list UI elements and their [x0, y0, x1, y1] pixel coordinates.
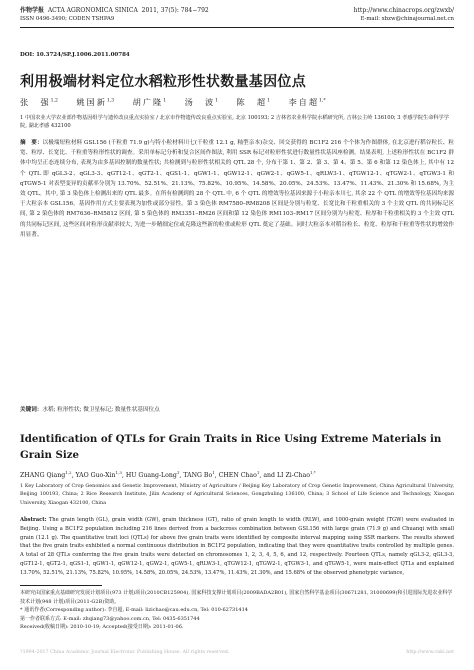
title-chinese: 利用极端材料定位水稻粒形性状数量基因位点 — [20, 74, 306, 90]
journal-header — [20, 6, 454, 46]
author: ZHANG Qiang$^{1,2}$, — [20, 470, 76, 480]
title-english: Identification of QTLs for Grain Traits in Rice Using Extreme Materials in Grain Size — [20, 433, 442, 461]
keywords-text: 水稻; 粒形性状; 微卫星标记; 数量性状基因位点 — [42, 407, 160, 413]
journal-name: 作物学报 ACTA AGRONOMICA SINICA 2011, 37(5): 784−792 — [20, 7, 209, 14]
copyright-notice: ?1994-2017 China Academic Journal Electronic Publishing House. All rights reserved. — [20, 650, 230, 655]
footnotes — [20, 589, 454, 632]
issn: ISSN 0496-3490; CODEN TSHPA9 — [20, 16, 115, 22]
footnote-dates: Received(收稿日期): 2010-10-19; Accepted(接受日期): 2011-01-06. — [20, 624, 184, 631]
author: 胡广隆$^1$ — [132, 97, 167, 107]
author: LI Zi-Chao$^{1,*}$ — [276, 470, 316, 480]
author: 李自超$^{1,*}$ — [288, 97, 326, 107]
footnote-corresponding: * 通讯作者(Corresponding author): 李自超, E-mail: lizichao@cau.edu.cn, Tel: 010-62731414 — [20, 607, 248, 614]
affiliations-english: 1 Key Laboratory of Crop Genomics and Genetic Improvement, Ministry of Agriculture / Beijing Key Laboratory of Crop Genetic Improvement, China Agricultural University, Beijing 100193, China; 2 Rice Research Institute, Jilin Academy of Agricultural Sciences, Gongzhuling 136100, China; 3 School of Life Science and Technology, Xiaogan University, Xiaogan 432100, China — [20, 483, 454, 506]
authors-chinese — [20, 97, 326, 108]
author: TANG Bo$^1$, — [183, 470, 219, 480]
author: YAO Guo-Xin$^{1,3}$, — [75, 470, 126, 480]
abstract-label: 摘 要： — [20, 140, 43, 146]
abstract-chinese — [20, 138, 454, 240]
abstract-label: Abstract: — [20, 517, 47, 523]
footnote-funding: 本研究由国家重点基础研究发展计划项目(973 计划)项目(2010CB125904), 国家科技支撑计划项目(2009BADA2B01), 国家自然科学基金项目(30671281, 31000699)和引进国际先进农业科学技术计划(948 计划)项目(2011-G2B)资助。 — [20, 590, 453, 605]
journal-url[interactable]: http://www.chinacrops.org/zwxb/ — [353, 7, 454, 14]
author: 姚国新$^{1,3}$ — [76, 97, 115, 107]
authors-english — [20, 470, 316, 479]
author: 张 强$^{1,2}$ — [20, 97, 58, 107]
affiliations-chinese: 1 中国农业大学农业部作物基因组学与遗传改良重点实验室 / 北京市作物遗传改良重点实验室, 北京 100193; 2 吉林省农业科学院水稻研究所, 吉林公主岭 136100; 3 孝感学院生命科学学院, 湖北孝感 432100 — [20, 115, 449, 129]
footnote-rule — [20, 585, 102, 586]
keywords-chinese — [20, 406, 454, 415]
doi: DOI: 10.3724/SP.J.1006.2011.00784 — [20, 52, 130, 58]
cnki-link[interactable]: http://www.cnki.net — [406, 650, 454, 655]
header-rule — [20, 27, 454, 28]
author: 陈 超$^1$ — [236, 97, 271, 107]
abstract-text: 以极端短粒材料 GSL156 (千粒重 71.9 g)与特小粒材料川七(千粒重 12.1 g, 籼型亲本)杂交、回交获得的 BC1F2 216 个个体为作图群体, 在北京进行稻谷粒长、粒宽、粒厚、长宽比、千粒重等粒形性状的调查。采用单标记分析和复合区间作图法, 利用 SSR 标记对粒形性状进行数量性状基因座检测。结果表明, 上述粒形性状在 BC1F2 群体中均呈正态连续分布, 表现为由多基因控制的数量性状; 共检测到与粒形性状相关的 QTL 28 个, 分布于第 1、第 2、第 3、第 4、第 5、第 6 和第 12 染色体上, 其中有 12 个 QTL 即 qGL3-2、qGL3-3、qGT12-1、qGT2-1、qGS1-1、qGW1-1、qGW12-1、qGW2-1、qGW5-1、qRLW3-1、qTGW12-1、qTGW2-1、qTGW3-1 和 qTGW5-1 对表型变异的贡献率分别为 13.70%、52.51%、21.13%、75.82%、10.95%、14.58%、20.05%、24.53%、13.47%、11.43%、21.30% 和 15.68%, 为主效 QTL。其中, 第 3 染色体上检测出来的 QTL 最多。在所有检测到的 28 个 QTL 中, 6 个 QTL 的增效等位基因来源于小粒亲本川七, 其余 22 个 QTL 的增效等位基因均来源于大粒亲本 GSL156。基因作用方式主要表现为加性或部分显性。第 3 染色体 RM7580–RM8208 区间是分别与粒宽、长宽比和千粒重相关的 3 个主效 QTL 的共同标记区间, 第 2 染色体的 RM7636–RM5812 区间, 第 5 染色体的 RM3351–RM26 区间和第 12 染色体 RM1103–RM17 区间分别为与粒宽、粒厚和千粒重相关的 3 个主效 QTL 的共同标记区间, 这些区间对粒形贡献率较大, 为进一步精细定位或克隆这些新的粒重或粒形 QTL 奠定了基础。同时大粒亲本对稻谷粒长、粒宽、粒厚和千粒重等性状的增效作用显著。 — [20, 140, 454, 238]
abstract-english — [20, 516, 454, 578]
journal-email[interactable]: E-mail: xbzw@chinajournal.net.cn — [360, 16, 454, 22]
keywords-label: 关键词： — [20, 407, 43, 413]
author: CHEN Chao$^1$, and — [218, 470, 277, 480]
abstract-text: The grain length (GL), grain width (GW), grain thickness (GT), ratio of grain length to width (RLW), and 1000-grain weight (TGW) were evaluated in Beijing. Using a BC1F2 population including 216 lines derived from a backcross combination between GSL156 with large grain (71.9 g) and Chuanqi with small grain (12.1 g). The quantitative trait loci (QTLs) for above five grain traits were identified by composite interval mapping using SSR markers. The results showed that the five grain traits exhibited a normal continuous distribution in BC1F2 population, indicating that they were quantitative traits controlled by multiple genes. A total of 28 QTLs conferring the five grain traits were detected on chromosomes 1, 2, 3, 4, 5, 6, and 12, respectively. Fourteen QTLs, namely qGL3-2, qGL3-3, qGT12-1, qGT2-1, qGS1-1, qGW1-1, qGW12-1, qGW2-1, qGW5-1, qRLW3-1, qTGW12-1, qTGW2-1, qTGW3-1, and qTGW5-1, were main-effect QTLs and explained 13.70%, 52.51%, 21.13%, 75.82%, 10.95%, 14.58%, 20.05%, 24.53%, 13.47%, 11.43%, 21.30%, and 15.68% of the observed phenotypic variance, — [20, 517, 454, 576]
author: 汤 波$^1$ — [184, 97, 219, 107]
author: HU Guang-Long$^1$, — [125, 470, 184, 480]
footnote-first-author: 第一作者联系方式: E-mail: zhqiang73@yahoo.com.cn, Tel: 0435-6351744 — [20, 615, 200, 622]
